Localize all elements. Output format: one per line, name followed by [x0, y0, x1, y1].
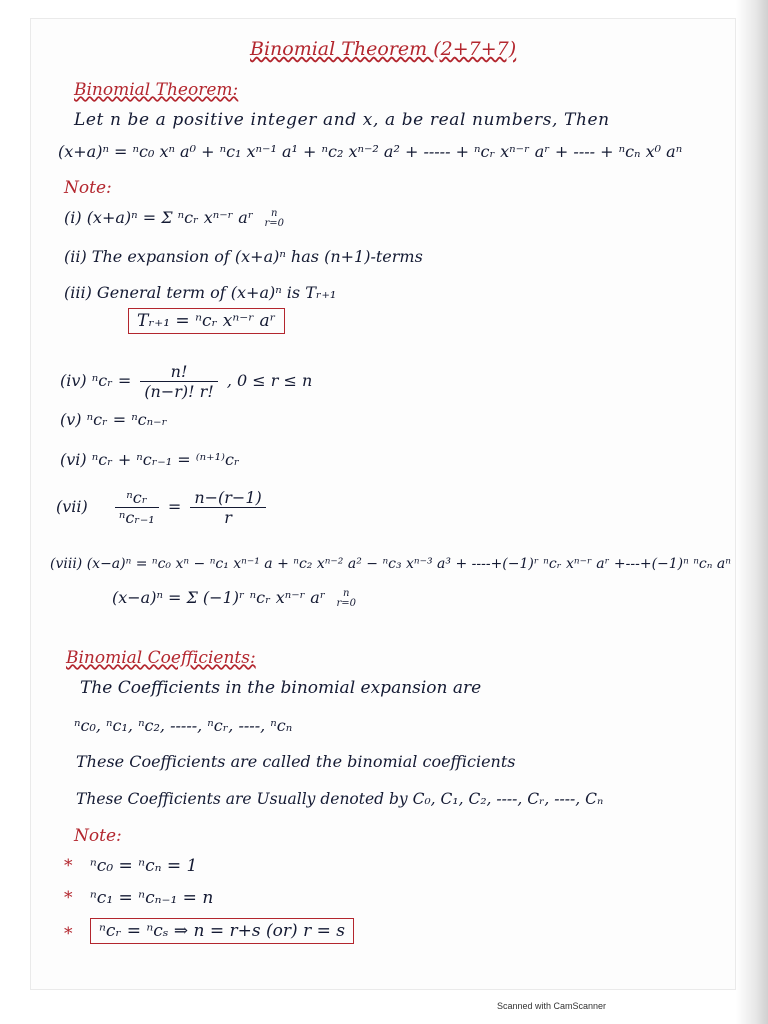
theorem-statement: Let n be a positive integer and x, a be real numbers, Then [74, 110, 610, 130]
note-item-i-text: (i) (x+a)ⁿ = Σ ⁿcᵣ xⁿ⁻ʳ aʳ [64, 208, 254, 227]
general-term-box [128, 308, 285, 334]
ratio-rhs-numerator: n−(r−1) [190, 488, 265, 508]
coefficients-heading: Binomial Coefficients: [66, 648, 256, 668]
note-item-vii-label: (vii) [56, 497, 88, 516]
note-item-ii: (ii) The expansion of (x+a)ⁿ has (n+1)-terms [64, 247, 423, 266]
theorem-formula: (x+a)ⁿ = ⁿc₀ xⁿ a⁰ + ⁿc₁ xⁿ⁻¹ a¹ + ⁿc₂ xⁿ⁻² a² + ----- + ⁿcᵣ xⁿ⁻ʳ aʳ + ---- + ⁿcₙ x⁰ aⁿ [58, 142, 683, 161]
note-item-iv-label: (iv) ⁿcᵣ = [60, 371, 132, 390]
summation-limits-2 [337, 589, 357, 609]
page-title: Binomial Theorem (2+7+7) [250, 38, 517, 60]
ratio-lhs-denominator: ⁿcᵣ₋₁ [118, 508, 155, 527]
ratio-rhs-denominator: r [224, 508, 232, 527]
note2-item-3 [64, 924, 81, 944]
note2-item-2-text: ⁿc₁ = ⁿcₙ₋₁ = n [89, 888, 214, 908]
note2-item-1 [64, 856, 197, 876]
note2-item-1-text: ⁿc₀ = ⁿcₙ = 1 [89, 856, 198, 876]
note-item-vi: (vi) ⁿcᵣ + ⁿcᵣ₋₁ = ⁽ⁿ⁺¹⁾cᵣ [60, 450, 240, 469]
note-item-iii: (iii) General term of (x+a)ⁿ is Tᵣ₊₁ [64, 283, 337, 302]
ratio-lhs-fraction [115, 488, 159, 527]
ncr-equal-box [90, 918, 354, 944]
ratio-rhs-fraction [190, 488, 265, 527]
ncr-equal-formula: ⁿcᵣ = ⁿcₛ ⇒ n = r+s (or) r = s [99, 921, 345, 941]
note-item-viii-sum [112, 588, 356, 609]
note-item-vii: (vii) $\frac{\text{ⁿcᵣ}}{\text{ⁿcᵣ₋₁}}$ = $\frac{n-(r-1)}{r}$ [56, 488, 270, 527]
note2-item-2 [64, 888, 213, 908]
ncr-fraction [140, 362, 217, 401]
summation-limits [264, 209, 284, 229]
page-edge-shadow [736, 0, 768, 1024]
ncr-numerator: n! [140, 362, 217, 382]
scanner-watermark: Scanned with CamScanner [497, 1001, 607, 1011]
coefficients-line-4: These Coefficients are Usually denoted by C₀, C₁, C₂, ----, Cᵣ, ----, Cₙ [76, 790, 604, 808]
sum-bottom-2: r=0 [336, 597, 357, 609]
coefficients-line-3: These Coefficients are called the binomial coefficients [76, 752, 516, 771]
sum-top-2: n [343, 587, 350, 599]
bullet-asterisk: * [64, 888, 73, 908]
note-item-v: (v) ⁿcᵣ = ⁿcₙ₋ᵣ [60, 410, 168, 429]
ratio-lhs-numerator: ⁿcᵣ [115, 488, 159, 508]
note-item-viii-sum-text: (x−a)ⁿ = Σ (−1)ʳ ⁿcᵣ xⁿ⁻ʳ aʳ [112, 588, 326, 607]
sum-top: n [271, 207, 278, 219]
note-item-i [64, 208, 284, 229]
theorem-heading: Binomial Theorem: [74, 80, 239, 100]
general-term-formula: Tᵣ₊₁ = ⁿcᵣ xⁿ⁻ʳ aʳ [137, 311, 276, 331]
bullet-asterisk: * [64, 924, 73, 944]
note-item-iv [60, 362, 312, 401]
note2-heading: Note: [74, 826, 122, 846]
sum-bottom: r=0 [264, 217, 284, 229]
ncr-range: , 0 ≤ r ≤ n [226, 371, 313, 390]
note-item-viii: (viii) (x−a)ⁿ = ⁿc₀ xⁿ − ⁿc₁ xⁿ⁻¹ a + ⁿc₂ xⁿ⁻² a² − ⁿc₃ xⁿ⁻³ a³ + ----+(−1)ʳ ⁿcᵣ xⁿ⁻ʳ aʳ +---+(−1)ⁿ ⁿcₙ aⁿ [50, 556, 731, 572]
ncr-denominator: (n−r)! r! [144, 382, 214, 401]
coefficients-list: ⁿc₀, ⁿc₁, ⁿc₂, -----, ⁿcᵣ, ----, ⁿcₙ [74, 716, 293, 735]
note-heading: Note: [64, 178, 112, 198]
bullet-asterisk: * [64, 856, 73, 876]
coefficients-line-1: The Coefficients in the binomial expansion are [80, 678, 482, 698]
